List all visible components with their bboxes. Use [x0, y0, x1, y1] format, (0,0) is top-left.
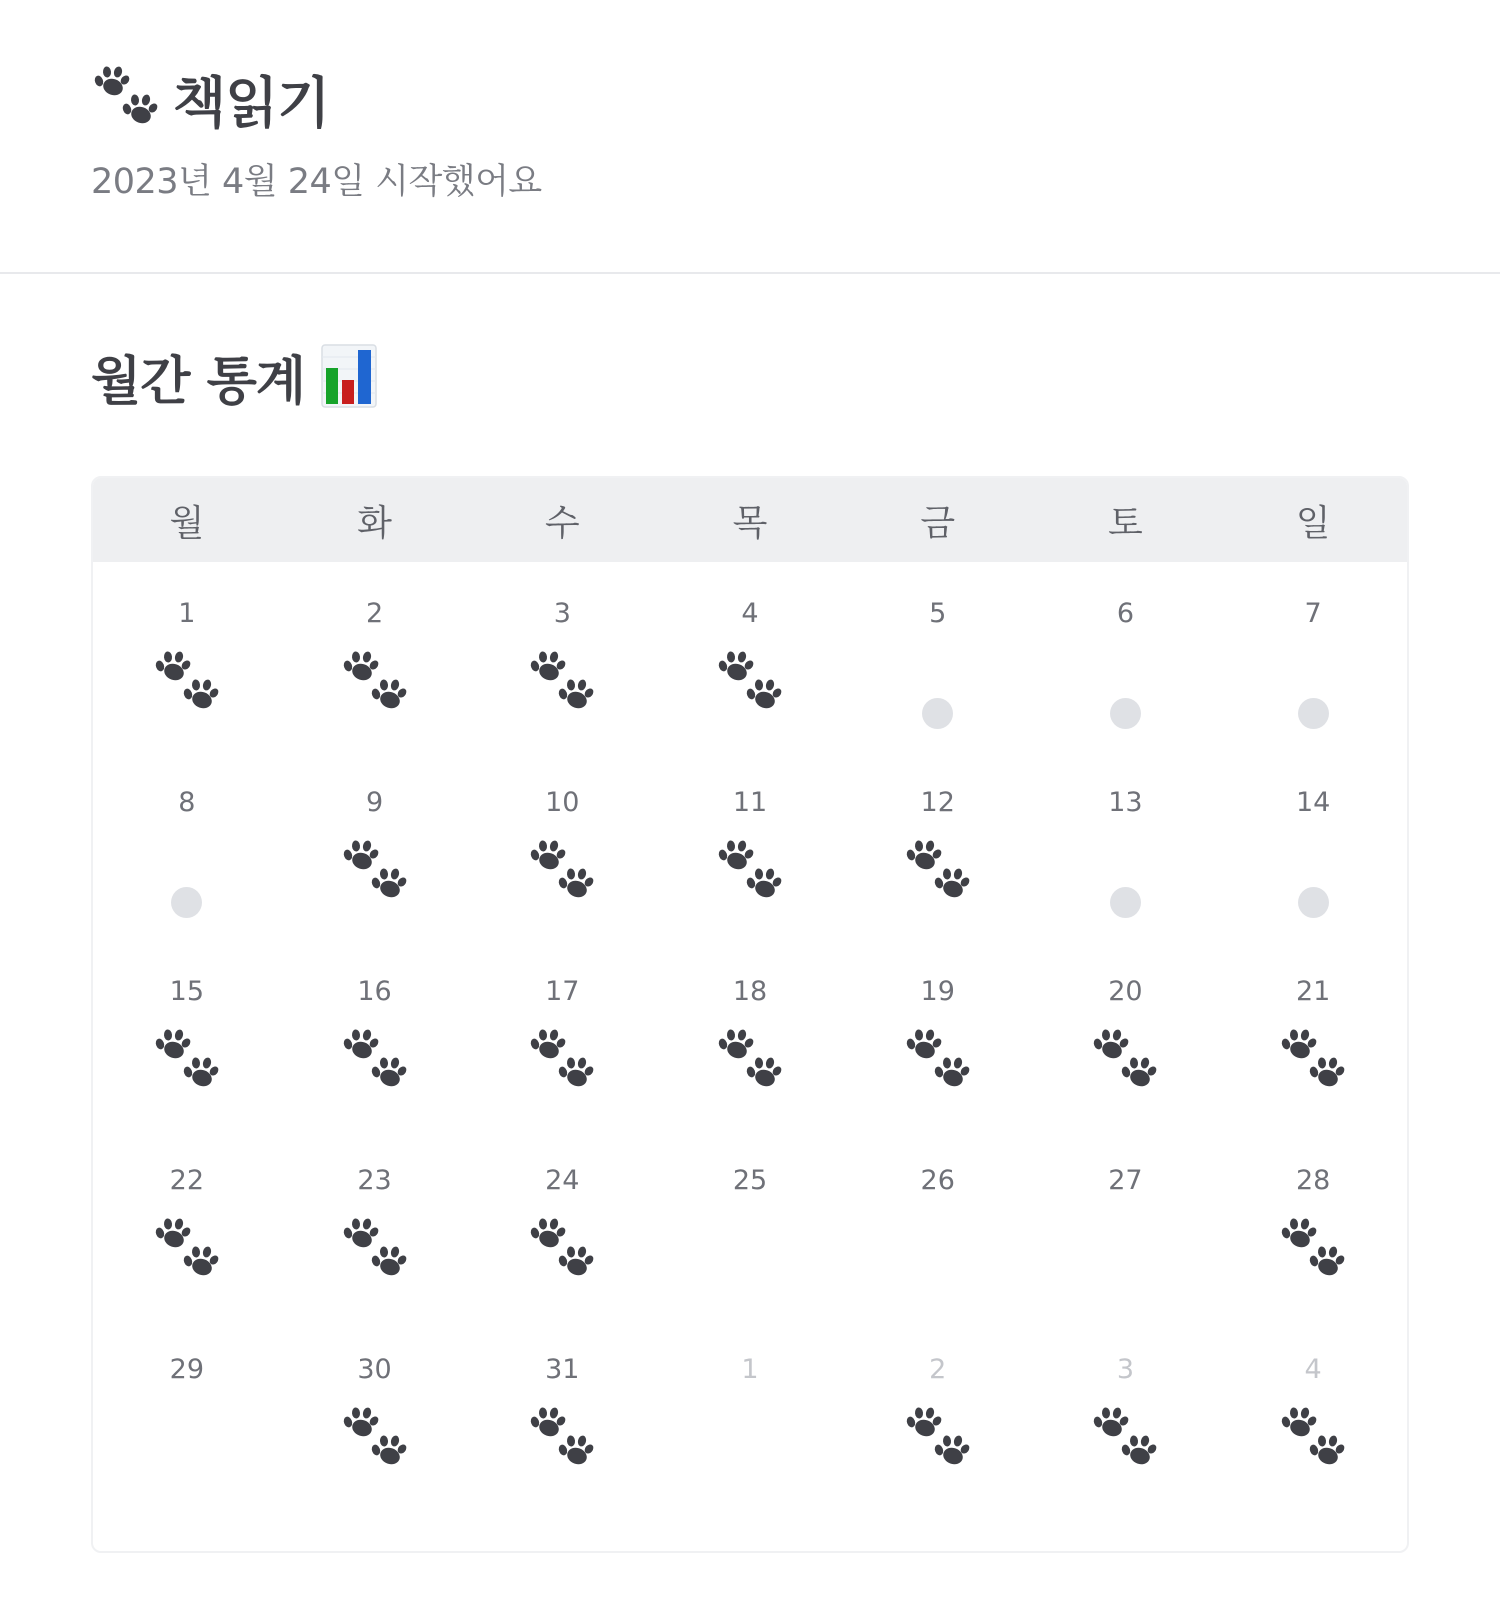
completed-paw-mark [1278, 1028, 1348, 1094]
calendar-day-cell[interactable] [468, 1151, 656, 1340]
paw-prints-icon [527, 650, 597, 716]
empty-day-dot [1298, 698, 1329, 729]
bar-chart-icon [321, 344, 377, 408]
calendar-day-cell[interactable] [1032, 584, 1220, 773]
calendar-day-cell[interactable] [844, 773, 1032, 962]
calendar-day-cell[interactable] [468, 1340, 656, 1529]
calendar-day-cell[interactable] [281, 962, 469, 1151]
calendar-day-cell[interactable] [281, 584, 469, 773]
day-number: 21 [1295, 976, 1331, 1007]
completed-paw-mark [152, 650, 222, 716]
completed-paw-mark [340, 839, 410, 905]
section-title: 월간 통계 [91, 351, 306, 412]
start-date-text: 2023년 4월 24일 시작했어요 [91, 162, 542, 202]
empty-day-dot [1110, 887, 1141, 918]
day-number: 1 [178, 598, 196, 629]
completed-paw-mark [903, 1028, 973, 1094]
completed-paw-mark [152, 1028, 222, 1094]
day-number: 4 [741, 598, 759, 629]
title-row [91, 60, 1409, 136]
weekday-label: 화 [357, 502, 392, 544]
completed-paw-mark [527, 650, 597, 716]
paw-prints-icon [1278, 1406, 1348, 1472]
completed-paw-mark [527, 1028, 597, 1094]
paw-prints-icon [715, 1028, 785, 1094]
page-title: 책읽기 [173, 70, 330, 135]
weekday-label: 수 [544, 502, 580, 544]
day-number: 17 [545, 976, 580, 1007]
calendar-day-cell[interactable] [93, 962, 281, 1151]
calendar-day-cell[interactable] [656, 584, 844, 773]
completed-paw-mark [1278, 1406, 1348, 1472]
calendar-day-cell[interactable] [468, 773, 656, 962]
calendar-day-cell[interactable] [656, 773, 844, 962]
calendar-day-cell[interactable] [281, 1340, 469, 1529]
day-number: 18 [732, 976, 768, 1007]
paw-prints-icon [340, 650, 410, 716]
empty-day-dot [922, 698, 953, 729]
calendar-day-cell[interactable] [1219, 1340, 1407, 1529]
paw-prints-icon [152, 1028, 222, 1094]
day-number: 9 [365, 787, 384, 818]
weekday-label: 목 [732, 502, 768, 544]
calendar-day-cell[interactable] [1032, 1151, 1220, 1340]
calendar-day-cell[interactable] [468, 962, 656, 1151]
day-number: 20 [1108, 976, 1143, 1007]
paw-prints-icon [1278, 1217, 1348, 1283]
day-number: 14 [1295, 787, 1331, 818]
calendar-day-cell[interactable] [93, 773, 281, 962]
paw-prints-icon [340, 1217, 410, 1283]
paw-prints-icon [91, 65, 161, 131]
calendar-day-cell[interactable] [656, 962, 844, 1151]
completed-paw-mark [903, 839, 973, 905]
calendar-day-cell[interactable] [281, 1151, 469, 1340]
calendar-day-cell[interactable] [1219, 584, 1407, 773]
calendar-day-cell[interactable] [1032, 773, 1220, 962]
paw-prints-icon [527, 1028, 597, 1094]
day-number: 31 [545, 1354, 580, 1385]
day-number: 5 [929, 598, 947, 629]
monthly-calendar [91, 476, 1409, 1553]
day-number: 8 [178, 787, 196, 818]
paw-prints-icon [527, 1217, 597, 1283]
paw-prints-icon [1090, 1028, 1160, 1094]
paw-prints-icon [903, 839, 973, 905]
day-number: 3 [1116, 1354, 1135, 1385]
day-number: 1 [741, 1354, 759, 1385]
weekday-label: 금 [920, 502, 956, 544]
day-number: 15 [169, 976, 205, 1007]
calendar-grid [93, 562, 1407, 1529]
calendar-day-cell[interactable] [1032, 1340, 1220, 1529]
section-header [91, 340, 377, 412]
completed-paw-mark [903, 1406, 973, 1472]
day-number: 22 [169, 1165, 205, 1196]
calendar-day-cell[interactable] [93, 1151, 281, 1340]
completed-paw-mark [715, 839, 785, 905]
empty-day-dot [1110, 698, 1141, 729]
day-number: 2 [365, 598, 384, 629]
calendar-day-cell[interactable] [93, 1340, 281, 1529]
completed-paw-mark [1090, 1406, 1160, 1472]
paw-prints-icon [152, 1217, 222, 1283]
calendar-day-cell[interactable] [1032, 962, 1220, 1151]
day-number: 11 [732, 787, 768, 818]
day-number: 28 [1295, 1165, 1331, 1196]
day-number: 26 [920, 1165, 955, 1196]
completed-paw-mark [527, 1217, 597, 1283]
day-number: 16 [357, 976, 392, 1007]
weekday-header-row [93, 478, 1407, 562]
completed-paw-mark [340, 1028, 410, 1094]
day-number: 30 [357, 1354, 392, 1385]
calendar-day-cell[interactable] [844, 1340, 1032, 1529]
weekday-label: 토 [1108, 502, 1143, 544]
day-number: 19 [920, 976, 955, 1007]
paw-prints-icon [340, 839, 410, 905]
calendar-day-cell[interactable] [1219, 773, 1407, 962]
calendar-day-cell[interactable] [844, 1151, 1032, 1340]
day-number: 7 [1304, 598, 1322, 629]
completed-paw-mark [715, 1028, 785, 1094]
day-number: 23 [357, 1165, 392, 1196]
completed-paw-mark [1090, 1028, 1160, 1094]
calendar-day-cell[interactable] [281, 773, 469, 962]
day-number: 10 [545, 787, 580, 818]
section-divider [0, 272, 1500, 274]
day-number: 6 [1116, 598, 1135, 629]
completed-paw-mark [340, 1217, 410, 1283]
day-number: 25 [732, 1165, 768, 1196]
day-number: 29 [169, 1354, 205, 1385]
completed-paw-mark [527, 839, 597, 905]
paw-prints-icon [527, 839, 597, 905]
paw-prints-icon [715, 839, 785, 905]
day-number: 2 [929, 1354, 947, 1385]
day-number: 3 [553, 598, 571, 629]
paw-prints-icon [340, 1028, 410, 1094]
calendar-day-cell[interactable] [844, 962, 1032, 1151]
day-number: 24 [545, 1165, 580, 1196]
calendar-day-cell[interactable] [1219, 1151, 1407, 1340]
paw-prints-icon [903, 1028, 973, 1094]
calendar-day-cell[interactable] [468, 584, 656, 773]
calendar-day-cell[interactable] [656, 1151, 844, 1340]
empty-day-dot [1298, 887, 1329, 918]
empty-day-dot [171, 887, 202, 918]
day-number: 13 [1108, 787, 1143, 818]
calendar-day-cell[interactable] [656, 1340, 844, 1529]
day-number: 27 [1108, 1165, 1143, 1196]
completed-paw-mark [527, 1406, 597, 1472]
habit-header [91, 60, 1409, 204]
completed-paw-mark [152, 1217, 222, 1283]
paw-prints-icon [1090, 1406, 1160, 1472]
weekday-label: 일 [1295, 502, 1331, 544]
paw-prints-icon [903, 1406, 973, 1472]
paw-prints-icon [152, 650, 222, 716]
paw-prints-icon [340, 1406, 410, 1472]
calendar-day-cell[interactable] [1219, 962, 1407, 1151]
weekday-label: 월 [169, 502, 205, 544]
completed-paw-mark [1278, 1217, 1348, 1283]
completed-paw-mark [340, 1406, 410, 1472]
day-number: 4 [1304, 1354, 1322, 1385]
day-number: 12 [920, 787, 955, 818]
paw-prints-icon [527, 1406, 597, 1472]
calendar-day-cell[interactable] [844, 584, 1032, 773]
paw-prints-icon [1278, 1028, 1348, 1094]
completed-paw-mark [340, 650, 410, 716]
completed-paw-mark [715, 650, 785, 716]
paw-prints-icon [715, 650, 785, 716]
calendar-day-cell[interactable] [93, 584, 281, 773]
